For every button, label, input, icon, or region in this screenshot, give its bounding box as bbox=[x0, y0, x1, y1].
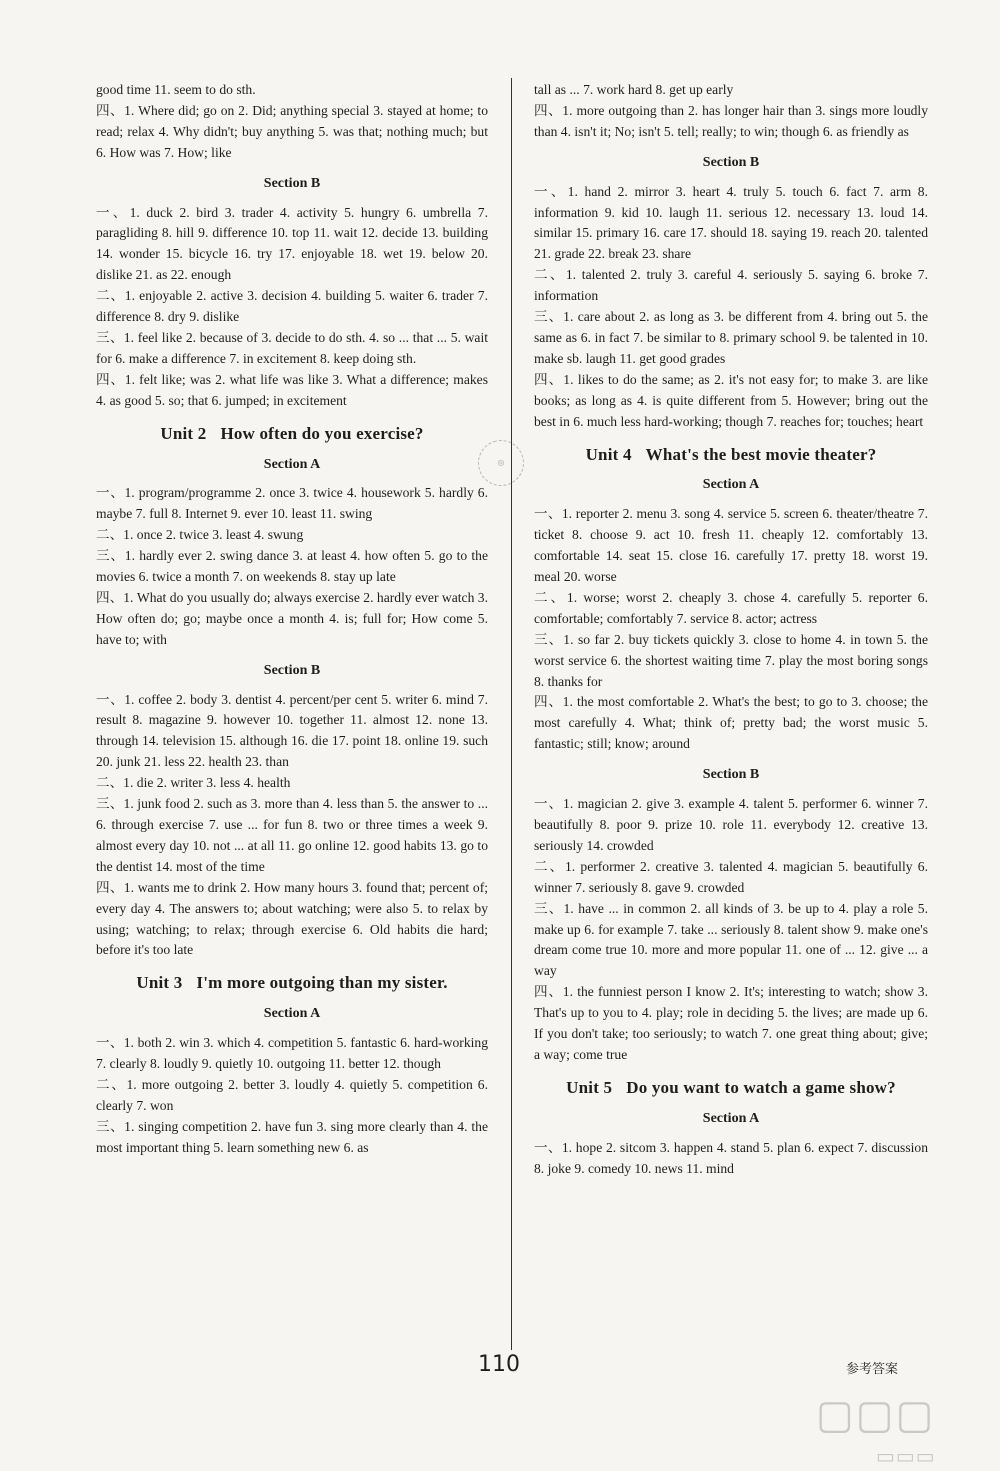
watermark-logo-glyphs: ▢▢▢ bbox=[816, 1392, 936, 1438]
answer-paragraph: 四、1. likes to do the same; as 2. it's not easy for; to make 3. are like books; as long as 4. is quite different from 5. However; bring out the best in 6. much less hard-working; though 7. reaches for; touches; heart bbox=[534, 371, 928, 429]
answer-paragraph: 四、1. felt like; was 2. what life was like 3. What a difference; makes 4. as good 5. so; that 6. jumped; in excitement bbox=[96, 371, 488, 408]
unit-title-text: How often do you exercise? bbox=[220, 423, 424, 443]
answer-paragraph: 二、1. die 2. writer 3. less 4. health bbox=[96, 775, 291, 791]
watermark-logo bbox=[806, 1392, 996, 1468]
section-heading: Section A bbox=[263, 456, 321, 472]
answer-paragraph: 三、1. so far 2. buy tickets quickly 3. close to home 4. in town 5. the worst service 6. the shortest waiting time 7. play the most boring songs 8. thanks for bbox=[534, 631, 928, 689]
unit-heading bbox=[534, 1078, 928, 1099]
section-heading: Section A bbox=[702, 477, 760, 493]
unit-number: Unit 2 bbox=[160, 423, 207, 443]
unit-heading bbox=[96, 424, 488, 445]
column-divider bbox=[511, 78, 512, 1350]
section-heading: Section B bbox=[263, 662, 321, 678]
answer-paragraph: 四、1. Where did; go on 2. Did; anything special 3. stayed at home; to read; relax 4. Why didn't; buy anything 5. was that; nothing much; but 6. How was 7. How; like bbox=[96, 102, 488, 160]
answer-paragraph: 一、1. program/programme 2. once 3. twice 4. housework 5. hardly 6. maybe 7. full 8. Internet 9. ever 10. least 11. swing bbox=[96, 485, 488, 522]
answer-paragraph: 四、1. the most comfortable 2. What's the best; to go to 3. choose; the most carefully 4. What; think of; pretty bad; the worst music 5. fantastic; still; know; around bbox=[534, 694, 928, 752]
left-column bbox=[96, 80, 488, 1159]
answer-paragraph: 四、1. What do you usually do; always exercise 2. hardly ever watch 3. How often do; go; maybe once a month 4. is; full for; How come 5. have to; with bbox=[96, 589, 488, 647]
answer-paragraph: 一、1. reporter 2. menu 3. song 4. service 5. screen 6. theater/theatre 7. ticket 8. choose 9. act 10. fresh 11. cheaply 12. comfortably 13. comfortable 14. seat 15. close 16. carefully 17. pretty 18. worst 19. meal 20. worse bbox=[534, 506, 928, 585]
page-number: 110 bbox=[478, 1352, 520, 1377]
section-heading: Section B bbox=[702, 767, 760, 783]
answer-paragraph: 四、1. the funniest person I know 2. It's; interesting to watch; show 3. That's up to you to 4. play; role in deciding 5. the lives; are made up 6. If you don't take; too seriously; to watch 7. one great thing about; give; a way; come true bbox=[534, 984, 928, 1062]
unit-heading bbox=[96, 973, 488, 994]
unit-heading bbox=[534, 445, 928, 466]
answer-paragraph: 四、1. wants me to drink 2. How many hours 3. found that; percent of; every day 4. The answers to; about watching; were also 5. to relax by using; watching; to relax; through exercise 6. Old habits die hard; before it's too late bbox=[96, 879, 488, 958]
footer-label: 参考答案 bbox=[846, 1362, 899, 1377]
answer-paragraph: 一、1. hand 2. mirror 3. heart 4. truly 5. touch 6. fact 7. arm 8. information 9. kid 10. laugh 11. serious 12. necessary 13. loud 14. similar 15. primary 16. care 17. should 18. saying 19. reach 20. talented 21. grade 22. break 23. share bbox=[534, 183, 928, 262]
answer-paragraph: 二、1. more outgoing 2. better 3. loudly 4. quietly 5. competition 6. clearly 7. won bbox=[96, 1076, 488, 1113]
watermark-stamp-glyph: ◎ bbox=[496, 457, 506, 468]
section-heading: Section B bbox=[702, 154, 760, 170]
unit-title-text: Do you want to watch a game show? bbox=[626, 1077, 896, 1097]
watermark-logo-mark: ▭▭▭ bbox=[876, 1444, 936, 1468]
section-heading: Section A bbox=[263, 1006, 321, 1022]
unit-title-text: What's the best movie theater? bbox=[645, 444, 877, 464]
answer-paragraph: 三、1. care about 2. as long as 3. be different from 4. bring out 5. the same as 6. in fact 7. be similar to 8. primary school 9. be talented in 10. make sb. laugh 11. get good grades bbox=[534, 309, 928, 366]
section-heading: Section A bbox=[702, 1110, 760, 1126]
unit-number: Unit 5 bbox=[566, 1077, 613, 1097]
answer-paragraph: 一、1. both 2. win 3. which 4. competition 5. fantastic 6. hard-working 7. clearly 8. loudly 9. quietly 10. outgoing 11. better 12. though bbox=[96, 1035, 488, 1072]
answer-paragraph: 一、1. coffee 2. body 3. dentist 4. percent/per cent 5. writer 6. mind 7. result 8. magazine 9. however 10. together 11. almost 12. none 13. through 14. television 15. although 16. die 17. point 18. online 19. such 20. junk 21. less 22. health 23. than bbox=[96, 691, 488, 770]
answer-paragraph: 三、1. have ... in common 2. all kinds of 3. be up to 4. play a role 5. make up 6. for example 7. take ... seriously 8. talent show 9. make one's dream come true 10. more and more popular 11. one of ... 12. give ... a way bbox=[534, 900, 928, 979]
answer-paragraph: 一、1. hope 2. sitcom 3. happen 4. stand 5. plan 6. expect 7. discussion 8. joke 9. comedy 10. news 11. mind bbox=[534, 1139, 928, 1176]
unit-number: Unit 3 bbox=[136, 973, 183, 993]
answer-paragraph: 四、1. more outgoing than 2. has longer hair than 3. sings more loudly than 4. isn't it; No; isn't 5. tell; really; to win; though 6. as friendly as bbox=[534, 102, 928, 139]
answer-paragraph: tall as ... 7. work hard 8. get up early bbox=[534, 82, 734, 97]
answer-paragraph: 三、1. singing competition 2. have fun 3. sing more clearly than 4. the most important thing 5. learn something new 6. as bbox=[96, 1118, 488, 1155]
answer-paragraph: 二、1. once 2. twice 3. least 4. swung bbox=[96, 527, 304, 543]
answer-paragraph: good time 11. seem to do sth. bbox=[96, 82, 256, 97]
section-heading: Section B bbox=[263, 175, 321, 191]
answer-paragraph: 一、1. magician 2. give 3. example 4. talent 5. performer 6. winner 7. beautifully 8. poor 9. prize 10. role 11. everybody 12. creative 13. seriously 14. crowded bbox=[534, 796, 928, 853]
answer-paragraph: 二、1. performer 2. creative 3. talented 4. magician 5. beautifully 6. winner 7. seriously 8. gave 9. crowded bbox=[534, 858, 928, 895]
answer-paragraph: 三、1. hardly ever 2. swing dance 3. at least 4. how often 5. go to the movies 6. twice a month 7. on weekends 8. stay up late bbox=[96, 548, 488, 585]
unit-number: Unit 4 bbox=[585, 444, 632, 464]
answer-paragraph: 二、1. worse; worst 2. cheaply 3. chose 4. carefully 5. reporter 6. comfortable; comfortably 7. service 8. actor; actress bbox=[534, 589, 928, 626]
answer-paragraph: 二、1. enjoyable 2. active 3. decision 4. building 5. waiter 6. trader 7. difference 8. dry 9. dislike bbox=[96, 288, 488, 325]
unit-title-text: I'm more outgoing than my sister. bbox=[196, 973, 448, 993]
answer-paragraph: 三、1. junk food 2. such as 3. more than 4. less than 5. the answer to ... 6. through exercise 7. use ... for fun 8. two or three times a week 9. almost every day 10. not ... at all 11. go online 12. good habits 13. go to the dentist 14. most of the time bbox=[96, 796, 488, 874]
right-column bbox=[534, 80, 928, 1180]
answer-paragraph: 三、1. feel like 2. because of 3. decide to do sth. 4. so ... that ... 5. wait for 6. make a difference 7. in excitement 8. keep doing sth. bbox=[96, 329, 488, 366]
answer-paragraph: 一、1. duck 2. bird 3. trader 4. activity 5. hungry 6. umbrella 7. paragliding 8. hill 9. difference 10. top 11. wait 12. decide 13. building 14. wonder 15. bicycle 16. try 17. enjoyable 18. wet 19. below 20. dislike 21. as 22. enough bbox=[96, 204, 488, 283]
answer-paragraph: 二、1. talented 2. truly 3. careful 4. seriously 5. saying 6. broke 7. information bbox=[534, 267, 928, 304]
